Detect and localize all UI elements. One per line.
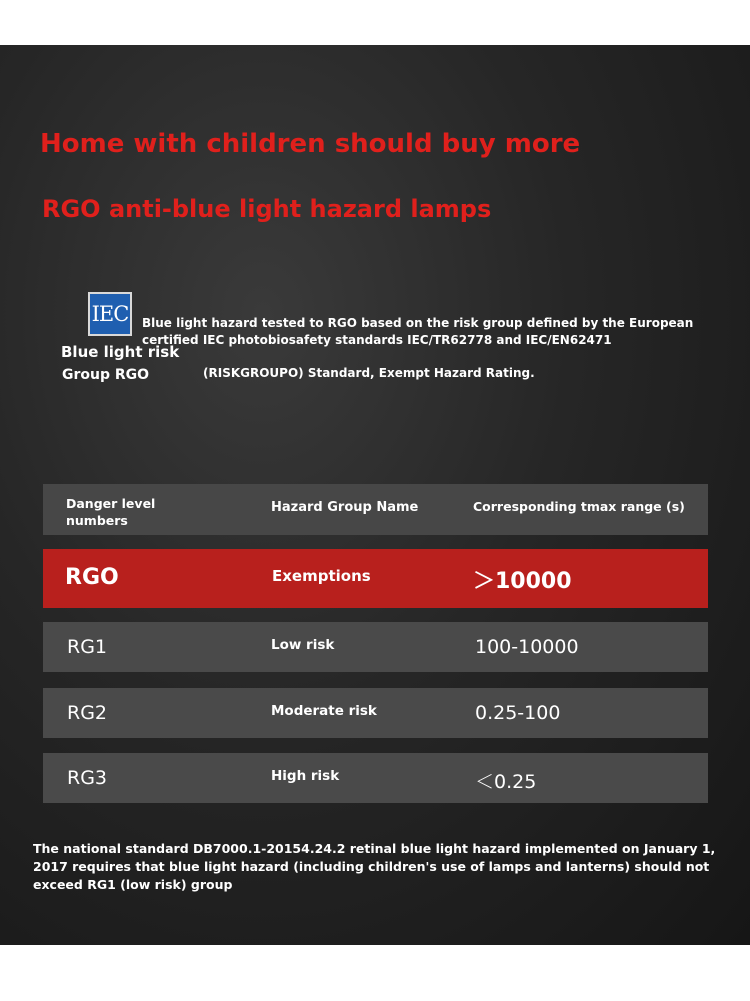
row-name: Exemptions [272, 567, 371, 585]
row-range: 100-10000 [475, 636, 579, 658]
row-range: 0.25-100 [475, 702, 561, 724]
footer-line-1: The national standard DB7000.1-20154.24.2 retinal blue light hazard implemented on January 1, [33, 841, 716, 856]
headline-line-2: RGO anti-blue light hazard lamps [42, 195, 492, 223]
row-level: RG3 [67, 767, 108, 789]
table-row-highlighted [43, 549, 708, 608]
intro-description-line-3: (RISKGROUPO) Standard, Exempt Hazard Rating. [203, 366, 535, 380]
row-name: Low risk [271, 637, 335, 653]
risk-group-label-line-1: Blue light risk [61, 343, 180, 361]
footer-note [33, 840, 716, 894]
row-range: ＞10000 [473, 569, 572, 594]
header-danger-level: Danger level numbers [66, 496, 156, 528]
headline-line-1: Home with children should buy more [40, 129, 581, 159]
footer-line-2: 2017 requires that blue light hazard (including children's use of lamps and lanterns) should not [33, 859, 710, 874]
table-row [43, 753, 708, 803]
footer-line-3: exceed RG1 (low risk) group [33, 877, 233, 892]
header-tmax-range: Corresponding tmax range (s) [473, 499, 685, 514]
intro-description-line-2: certified IEC photobiosafety standards IEC/TR62778 and IEC/EN62471 [142, 333, 612, 347]
row-level: RGO [65, 565, 119, 590]
row-name: Moderate risk [271, 703, 377, 719]
table-row [43, 622, 708, 672]
row-name: High risk [271, 768, 340, 784]
table-row [43, 688, 708, 738]
intro-description-line-1: Blue light hazard tested to RGO based on the risk group defined by the European [142, 316, 694, 330]
product-panel [0, 45, 750, 945]
row-level: RG1 [67, 636, 108, 658]
table-header-row [43, 484, 708, 535]
risk-group-label-line-2: Group RGO [62, 367, 150, 383]
header-hazard-group-name: Hazard Group Name [271, 500, 419, 515]
row-range: ＜0.25 [475, 771, 537, 793]
row-level: RG2 [67, 702, 108, 724]
iec-logo-icon: IEC [88, 292, 132, 336]
